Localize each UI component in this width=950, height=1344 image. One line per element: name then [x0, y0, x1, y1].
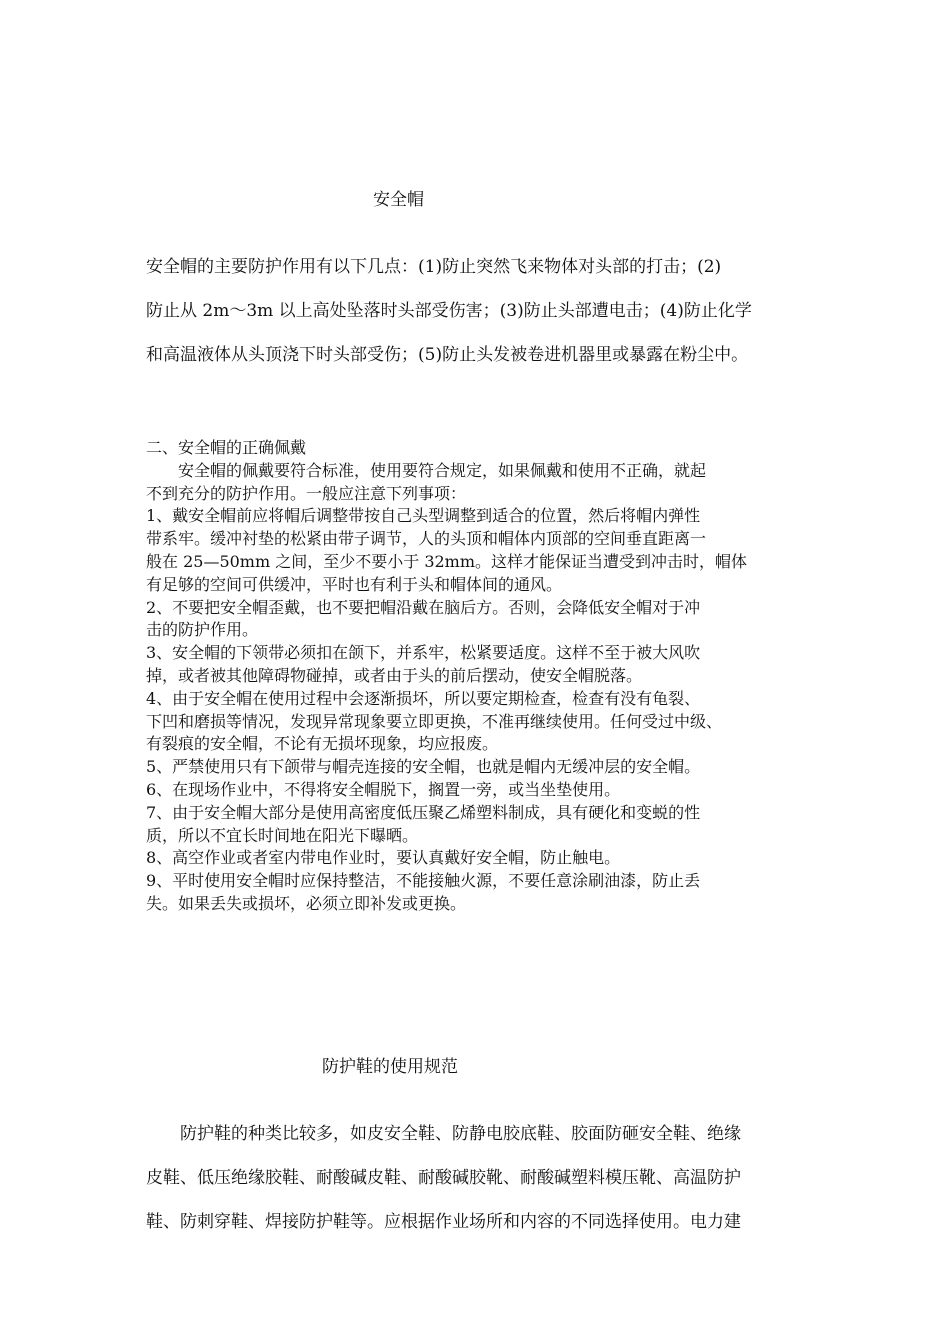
helmet-intro-line-3: 和高温液体从头顶浇下时头部受伤；(5)防止头发被卷进机器里或暴露在粉尘中。	[146, 345, 749, 365]
helmet-rule-5-line: 5、严禁使用只有下颌带与帽壳连接的安全帽，也就是帽内无缓冲层的安全帽。	[146, 757, 701, 777]
helmet-intro-line-1: 安全帽的主要防护作用有以下几点：(1)防止突然飞来物体对头部的打击；(2)	[146, 257, 722, 277]
helmet-rule-4-line: 下凹和磨损等情况，发现异常现象要立即更换，不准再继续使用。任何受过中级、	[146, 711, 723, 731]
helmet-rule-1-line: 有足够的空间可供缓冲，平时也有利于头和帽体间的通风。	[146, 574, 563, 594]
helmet-rule-4-line: 有裂痕的安全帽，不论有无损坏现象，均应报废。	[146, 734, 499, 754]
section-title-protective-shoes: 防护鞋的使用规范	[322, 1057, 458, 1077]
shoes-paragraph-line-1: 防护鞋的种类比较多，如皮安全鞋、防静电胶底鞋、胶面防砸安全鞋、绝缘	[146, 1124, 741, 1144]
helmet-rule-7-line: 7、由于安全帽大部分是使用高密度低压聚乙烯塑料制成，具有硬化和变蜕的性	[146, 802, 701, 822]
helmet-wearing-paragraph-line: 安全帽的佩戴要符合标准，使用要符合规定，如果佩戴和使用不正确，就起	[146, 460, 707, 480]
section-title-safety-helmet: 安全帽	[373, 190, 424, 210]
helmet-rule-1-line: 1、戴安全帽前应将帽后调整带按自己头型调整到适合的位置，然后将帽内弹性	[146, 506, 701, 526]
shoes-paragraph-line-2: 皮鞋、低压绝缘胶鞋、耐酸碱皮鞋、耐酸碱胶靴、耐酸碱塑料模压靴、高温防护	[146, 1168, 741, 1188]
helmet-rule-4-line: 4、由于安全帽在使用过程中会逐渐损坏，所以要定期检查，检查有没有龟裂、	[146, 688, 701, 708]
helmet-rule-9-line: 失。如果丢失或损坏，必须立即补发或更换。	[146, 893, 467, 913]
shoes-paragraph-line-3: 鞋、防刺穿鞋、焊接防护鞋等。应根据作业场所和内容的不同选择使用。电力建	[146, 1212, 741, 1232]
helmet-rule-2-line: 击的防护作用。	[146, 620, 259, 640]
helmet-rule-3-line: 掉，或者被其他障碍物碰掉，或者由于头的前后摆动，使安全帽脱落。	[146, 665, 643, 685]
helmet-rule-1-line: 般在 25—50mm 之间，至少不要小于 32mm。这样才能保证当遭受到冲击时，帽体	[146, 551, 748, 571]
helmet-rule-6-line: 6、在现场作业中，不得将安全帽脱下，搁置一旁，或当坐垫使用。	[146, 779, 621, 799]
helmet-rule-7-line: 质，所以不宜长时间地在阳光下曝晒。	[146, 825, 419, 845]
helmet-rule-3-line: 3、安全帽的下领带必须扣在颌下，并系牢，松紧要适度。这样不至于被大风吹	[146, 643, 701, 663]
helmet-wearing-heading: 二、安全帽的正确佩戴	[146, 438, 307, 457]
helmet-intro-line-2: 防止从 2m～3m 以上高处坠落时头部受伤害；(3)防止头部遭电击；(4)防止化学	[146, 301, 752, 321]
helmet-wearing-paragraph-line: 不到充分的防护作用。一般应注意下列事项：	[146, 483, 467, 503]
helmet-rule-1-line: 带系牢。缓冲衬垫的松紧由带子调节，人的头顶和帽体内顶部的空间垂直距离一	[146, 529, 707, 549]
helmet-rule-9-line: 9、平时使用安全帽时应保持整洁，不能接触火源，不要任意涂刷油漆，防止丢	[146, 871, 701, 891]
helmet-wearing-section	[146, 437, 816, 916]
helmet-rule-2-line: 2、不要把安全帽歪戴，也不要把帽沿戴在脑后方。否则，会降低安全帽对于冲	[146, 597, 701, 617]
helmet-rule-8-line: 8、高空作业或者室内带电作业时，要认真戴好安全帽，防止触电。	[146, 848, 621, 868]
